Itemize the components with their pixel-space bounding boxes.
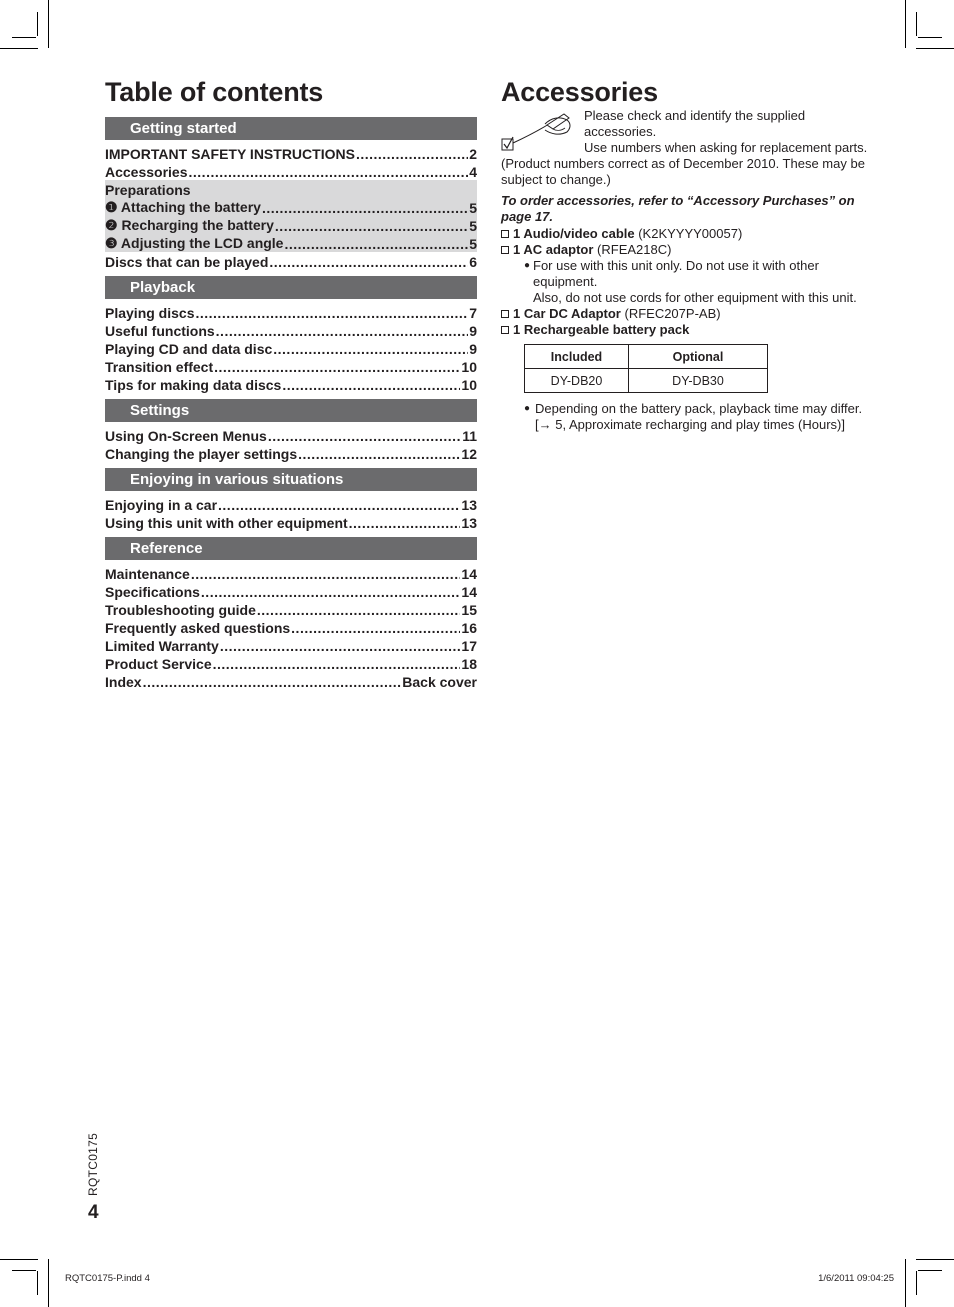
crop-mark bbox=[48, 0, 49, 48]
accessories-section bbox=[501, 108, 877, 433]
crop-mark bbox=[48, 1259, 49, 1307]
toc-entry[interactable]: Discs that can be played ..... 6 bbox=[105, 252, 477, 270]
toc-entry[interactable]: Playing CD and data disc ..... 9 bbox=[105, 339, 477, 357]
toc-entry[interactable]: ❶ Attaching the battery ..... 5 bbox=[105, 198, 477, 216]
checkbox-icon bbox=[501, 310, 509, 318]
toc-entry[interactable]: Index ..... Back cover bbox=[105, 672, 477, 690]
crop-mark bbox=[905, 0, 906, 48]
crop-mark bbox=[916, 48, 954, 49]
battery-table bbox=[524, 344, 768, 393]
crop-mark bbox=[918, 37, 942, 38]
toc-entry[interactable]: ❷ Recharging the battery ..... 5 bbox=[105, 216, 477, 234]
intro-line-2: Use numbers when asking for replacement parts. bbox=[584, 140, 868, 155]
toc-entry[interactable]: Troubleshooting guide ..... 15 bbox=[105, 600, 477, 618]
toc-entry[interactable]: Using this unit with other equipment ..... 13 bbox=[105, 513, 477, 531]
document-code: RQTC0175 bbox=[86, 1132, 100, 1196]
battery-note: ● Depending on the battery pack, playback time may differ. [→ 5, Approximate recharging and play times (Hours)] bbox=[524, 401, 863, 432]
table-header-row bbox=[525, 345, 768, 369]
toc-entry[interactable]: Specifications ..... 14 bbox=[105, 582, 477, 600]
preparations-title: Preparations bbox=[105, 182, 191, 198]
crop-mark bbox=[905, 1259, 906, 1307]
accessory-item: 1 AC adaptor (RFEA218C) bbox=[501, 242, 877, 258]
table-cell: DY-DB30 bbox=[629, 369, 768, 393]
table-header: Included bbox=[525, 345, 629, 369]
toc-entry[interactable]: Using On-Screen Menus ..... 11 bbox=[105, 426, 477, 444]
checkbox-icon bbox=[501, 230, 509, 238]
toc-entry[interactable]: Limited Warranty ..... 17 bbox=[105, 636, 477, 654]
toc-entry[interactable]: Accessories ..... 4 bbox=[105, 162, 477, 180]
accessory-item: 1 Audio/video cable (K2KYYYY00057) bbox=[501, 226, 877, 242]
crop-mark bbox=[916, 12, 917, 36]
accessory-item: 1 Car DC Adaptor (RFEC207P-AB) bbox=[501, 306, 877, 322]
crop-mark bbox=[0, 1259, 38, 1260]
table-header: Optional bbox=[629, 345, 768, 369]
toc-entry[interactable]: ❸ Adjusting the LCD angle ..... 5 bbox=[105, 234, 477, 252]
ac-adaptor-note: ● For use with this unit only. Do not use it with other equipment. bbox=[524, 258, 819, 289]
accessory-item: 1 Rechargeable battery pack bbox=[501, 322, 877, 338]
order-note: To order accessories, refer to “Accessory Purchases” on page 17. bbox=[501, 193, 855, 224]
table-cell: DY-DB20 bbox=[525, 369, 629, 393]
table-row bbox=[525, 369, 768, 393]
accessories-title: Accessories bbox=[501, 77, 658, 107]
toc-entry[interactable]: Transition effect ..... 10 bbox=[105, 357, 477, 375]
toc-section-header: Playback bbox=[105, 276, 477, 299]
print-slug-file: RQTC0175-P.indd 4 bbox=[65, 1273, 150, 1284]
toc-section-reference bbox=[105, 560, 477, 696]
page-number: 4 bbox=[88, 1202, 99, 1223]
crop-mark bbox=[918, 1270, 942, 1271]
toc-section-header: Enjoying in various situations bbox=[105, 468, 477, 491]
toc-section-header: Reference bbox=[105, 537, 477, 560]
toc-section-enjoying bbox=[105, 491, 477, 537]
crop-mark bbox=[916, 1259, 954, 1260]
toc-entry[interactable]: Maintenance ..... 14 bbox=[105, 564, 477, 582]
print-slug-date: 1/6/2011 09:04:25 bbox=[818, 1273, 894, 1284]
preparations-box bbox=[105, 180, 477, 252]
ac-adaptor-note-2: Also, do not use cords for other equipment with this unit. bbox=[533, 290, 857, 305]
accessories-intro bbox=[501, 108, 877, 156]
toc-entry[interactable]: Frequently asked questions ..... 16 bbox=[105, 618, 477, 636]
checkbox-icon bbox=[501, 326, 509, 334]
table-of-contents bbox=[105, 117, 477, 696]
intro-line-1: Please check and identify the supplied accessories. bbox=[584, 108, 806, 139]
bullet-icon: ● bbox=[524, 403, 531, 414]
crop-mark bbox=[37, 12, 38, 36]
toc-entry[interactable]: Tips for making data discs ..... 10 bbox=[105, 375, 477, 393]
toc-entry[interactable]: Product Service ..... 18 bbox=[105, 654, 477, 672]
toc-section-header: Getting started bbox=[105, 117, 477, 140]
pen-checklist-icon bbox=[501, 110, 573, 152]
toc-section-header: Settings bbox=[105, 399, 477, 422]
crop-mark bbox=[0, 48, 38, 49]
crop-mark bbox=[12, 37, 36, 38]
crop-mark bbox=[12, 1270, 36, 1271]
toc-title: Table of contents bbox=[105, 77, 324, 107]
toc-section-playback bbox=[105, 299, 477, 399]
toc-entry[interactable]: Enjoying in a car ..... 13 bbox=[105, 495, 477, 513]
crop-mark bbox=[916, 1271, 917, 1295]
toc-entry[interactable]: Playing discs ..... 7 bbox=[105, 303, 477, 321]
bullet-icon: ● bbox=[524, 260, 531, 271]
toc-entry[interactable]: IMPORTANT SAFETY INSTRUCTIONS ..... 2 bbox=[105, 144, 477, 162]
toc-entry[interactable]: Changing the player settings ..... 12 bbox=[105, 444, 477, 462]
toc-section-getting-started bbox=[105, 140, 477, 276]
toc-entry[interactable]: Useful functions ..... 9 bbox=[105, 321, 477, 339]
toc-section-settings bbox=[105, 422, 477, 468]
intro-line-3: (Product numbers correct as of December 2010. These may be subject to change.) bbox=[501, 156, 865, 187]
checkbox-icon bbox=[501, 246, 509, 254]
crop-mark bbox=[37, 1271, 38, 1295]
